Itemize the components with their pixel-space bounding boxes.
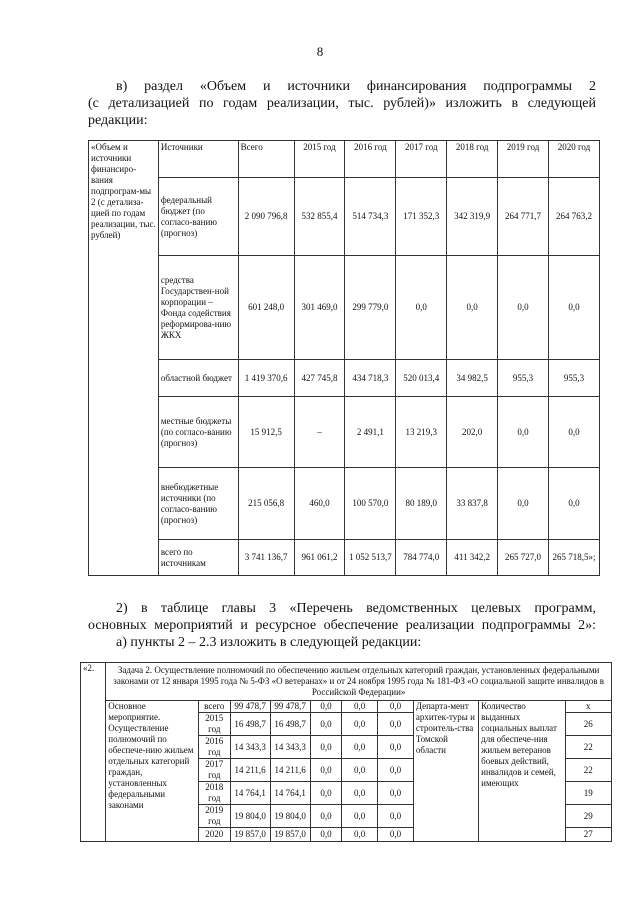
section2-line-3: а) пункты 2 – 2.3 изложить в следующей редакции: bbox=[116, 635, 422, 650]
value-cell: 0,0 bbox=[378, 713, 414, 736]
value-cell: 0,0 bbox=[310, 736, 342, 759]
value-cell: 100 570,0 bbox=[345, 468, 396, 540]
value-cell: 0,0 bbox=[342, 701, 378, 713]
value-cell: 2 090 796,8 bbox=[238, 178, 294, 256]
task-title: Задача 2. Осуществление полномочий по обеспечению жильем отдельных категорий граждан, установленных федеральными законами от 12 января 1995 года № 5-ФЗ «О ветеранах» и от 24 ноября 1995 года № 181-ФЗ «О социальной защите инвалидов в Российской Федерации» bbox=[106, 663, 612, 701]
period-cell: 2016 год bbox=[198, 736, 230, 759]
header-year: 2018 год bbox=[447, 141, 498, 178]
value-cell: 0,0 bbox=[378, 701, 414, 713]
period-cell: 2020 bbox=[198, 828, 230, 842]
indicator-value: 22 bbox=[565, 736, 611, 759]
value-cell: 34 982,5 bbox=[447, 360, 498, 397]
header-sources: Источники bbox=[158, 141, 238, 178]
value-cell: 264 771,7 bbox=[498, 178, 549, 256]
value-cell: 0,0 bbox=[396, 256, 447, 360]
value-cell: 514 734,3 bbox=[345, 178, 396, 256]
value-cell: 80 189,0 bbox=[396, 468, 447, 540]
value-cell: 99 478,7 bbox=[230, 701, 270, 713]
value-cell: 520 013,4 bbox=[396, 360, 447, 397]
value-cell: 14 211,6 bbox=[270, 759, 310, 782]
value-cell: 99 478,7 bbox=[270, 701, 310, 713]
table-row bbox=[89, 468, 600, 540]
source-label: областной бюджет bbox=[158, 360, 238, 397]
value-cell: 955,3 bbox=[548, 360, 599, 397]
source-label: федеральный бюджет (по согласо-ванию (прогноз) bbox=[158, 178, 238, 256]
value-cell: 0,0 bbox=[310, 828, 342, 842]
period-cell: 2019 год bbox=[198, 805, 230, 828]
header-year: 2015 год bbox=[294, 141, 345, 178]
value-cell: 0,0 bbox=[447, 256, 498, 360]
value-cell: 434 718,3 bbox=[345, 360, 396, 397]
value-cell: 16 498,7 bbox=[230, 713, 270, 736]
table-row bbox=[89, 540, 600, 576]
table-row bbox=[89, 397, 600, 468]
value-cell: 0,0 bbox=[378, 828, 414, 842]
value-cell: 460,0 bbox=[294, 468, 345, 540]
value-cell: 0,0 bbox=[498, 468, 549, 540]
indicator-value: 27 bbox=[565, 828, 611, 842]
value-cell: 0,0 bbox=[498, 397, 549, 468]
period-cell: всего bbox=[198, 701, 230, 713]
table-row bbox=[89, 256, 600, 360]
value-cell: 0,0 bbox=[310, 713, 342, 736]
value-cell: 16 498,7 bbox=[270, 713, 310, 736]
intro-line-3: редакции: bbox=[88, 113, 148, 128]
value-cell: 3 741 136,7 bbox=[238, 540, 294, 576]
value-cell: 0,0 bbox=[342, 828, 378, 842]
value-cell: – bbox=[294, 397, 345, 468]
value-cell: 0,0 bbox=[310, 805, 342, 828]
value-cell: 19 804,0 bbox=[230, 805, 270, 828]
intro-line-2: (с детализацией по годам реализации, тыс. рублей)» изложить в следующей bbox=[88, 96, 596, 111]
value-cell: 14 343,3 bbox=[270, 736, 310, 759]
value-cell: 13 219,3 bbox=[396, 397, 447, 468]
header-total: Всего bbox=[238, 141, 294, 178]
value-cell: 601 248,0 bbox=[238, 256, 294, 360]
value-cell: 19 857,0 bbox=[230, 828, 270, 842]
section2-line-1: 2) в таблице главы 3 «Перечень ведомственных целевых программ, bbox=[116, 601, 596, 616]
value-cell: 19 857,0 bbox=[270, 828, 310, 842]
program-table bbox=[80, 662, 612, 842]
source-label: внебюджетные источники (по согласо-ванию (прогноз) bbox=[158, 468, 238, 540]
value-cell: 532 855,4 bbox=[294, 178, 345, 256]
table-row bbox=[89, 360, 600, 397]
value-cell: 0,0 bbox=[342, 782, 378, 805]
section2-line-2: основных мероприятий и ресурсное обеспечение реализации подпрограммы 2»: bbox=[88, 618, 596, 633]
value-cell: 0,0 bbox=[342, 713, 378, 736]
item-number: «2. bbox=[81, 663, 106, 842]
value-cell: 0,0 bbox=[378, 736, 414, 759]
value-cell: 33 837,8 bbox=[447, 468, 498, 540]
value-cell: 0,0 bbox=[548, 468, 599, 540]
financing-table bbox=[88, 140, 600, 576]
value-cell: 2 491,1 bbox=[345, 397, 396, 468]
value-cell: 14 343,3 bbox=[230, 736, 270, 759]
table-row bbox=[81, 701, 612, 713]
value-cell: 0,0 bbox=[342, 759, 378, 782]
section2-paragraph bbox=[88, 600, 596, 651]
period-cell: 2017 год bbox=[198, 759, 230, 782]
value-cell: 15 912,5 bbox=[238, 397, 294, 468]
indicator-head: х bbox=[565, 701, 611, 713]
header-year: 2020 год bbox=[548, 141, 599, 178]
value-cell: 0,0 bbox=[310, 782, 342, 805]
indicator-cell: Количество выданных социальных выплат для обеспече-ния жильем ветеранов боевых действий, инвалидов и семей, имеющих bbox=[479, 701, 565, 842]
value-cell: 171 352,3 bbox=[396, 178, 447, 256]
indicator-value: 22 bbox=[565, 759, 611, 782]
value-cell: 961 061,2 bbox=[294, 540, 345, 576]
table-row bbox=[89, 178, 600, 256]
value-cell: 215 056,8 bbox=[238, 468, 294, 540]
financing-first-column: «Объем и источники финансиро-вания подпрограм-мы 2 (с детализа-цией по годам реализации, тыс. рублей) bbox=[89, 141, 159, 576]
value-cell: 955,3 bbox=[498, 360, 549, 397]
value-cell: 14 211,6 bbox=[230, 759, 270, 782]
value-cell: 202,0 bbox=[447, 397, 498, 468]
activity-cell: Основное мероприятие. Осуществление полномочий по обеспече-нию жильем отдельных категорий граждан, установленных федеральными законами bbox=[106, 701, 199, 842]
executor-cell: Департа-мент архитек-туры и строитель-ства Томской области bbox=[413, 701, 478, 842]
indicator-value: 26 bbox=[565, 713, 611, 736]
source-label: местные бюджеты (по согласо-ванию (прогноз) bbox=[158, 397, 238, 468]
value-cell: 265 727,0 bbox=[498, 540, 549, 576]
period-cell: 2018 год bbox=[198, 782, 230, 805]
value-cell: 784 774,0 bbox=[396, 540, 447, 576]
value-cell: 427 745,8 bbox=[294, 360, 345, 397]
value-cell: 19 804,0 bbox=[270, 805, 310, 828]
source-label: средства Государствен-ной корпорации – Фонда содействия реформирова-нию ЖКХ bbox=[158, 256, 238, 360]
value-cell: 1 419 370,6 bbox=[238, 360, 294, 397]
value-cell: 14 764,1 bbox=[230, 782, 270, 805]
header-year: 2016 год bbox=[345, 141, 396, 178]
value-cell: 342 319,9 bbox=[447, 178, 498, 256]
value-cell: 0,0 bbox=[310, 759, 342, 782]
indicator-value: 29 bbox=[565, 805, 611, 828]
source-label: всего по источникам bbox=[158, 540, 238, 576]
value-cell: 0,0 bbox=[498, 256, 549, 360]
header-year: 2017 год bbox=[396, 141, 447, 178]
value-cell: 0,0 bbox=[310, 701, 342, 713]
value-cell: 0,0 bbox=[378, 759, 414, 782]
header-year: 2019 год bbox=[498, 141, 549, 178]
value-cell: 0,0 bbox=[342, 736, 378, 759]
value-cell: 0,0 bbox=[342, 805, 378, 828]
page-number: 8 bbox=[316, 44, 324, 59]
value-cell: 299 779,0 bbox=[345, 256, 396, 360]
value-cell: 264 763,2 bbox=[548, 178, 599, 256]
value-cell: 411 342,2 bbox=[447, 540, 498, 576]
value-cell: 0,0 bbox=[548, 397, 599, 468]
value-cell: 1 052 513,7 bbox=[345, 540, 396, 576]
indicator-value: 19 bbox=[565, 782, 611, 805]
value-cell: 0,0 bbox=[378, 782, 414, 805]
period-cell: 2015 год bbox=[198, 713, 230, 736]
value-cell: 0,0 bbox=[548, 256, 599, 360]
intro-paragraph bbox=[88, 78, 596, 129]
value-cell: 301 469,0 bbox=[294, 256, 345, 360]
value-cell: 0,0 bbox=[378, 805, 414, 828]
value-cell: 265 718,5»; bbox=[548, 540, 599, 576]
value-cell: 14 764,1 bbox=[270, 782, 310, 805]
intro-line-1: в) раздел «Объем и источники финансирования подпрограммы 2 bbox=[116, 79, 596, 94]
